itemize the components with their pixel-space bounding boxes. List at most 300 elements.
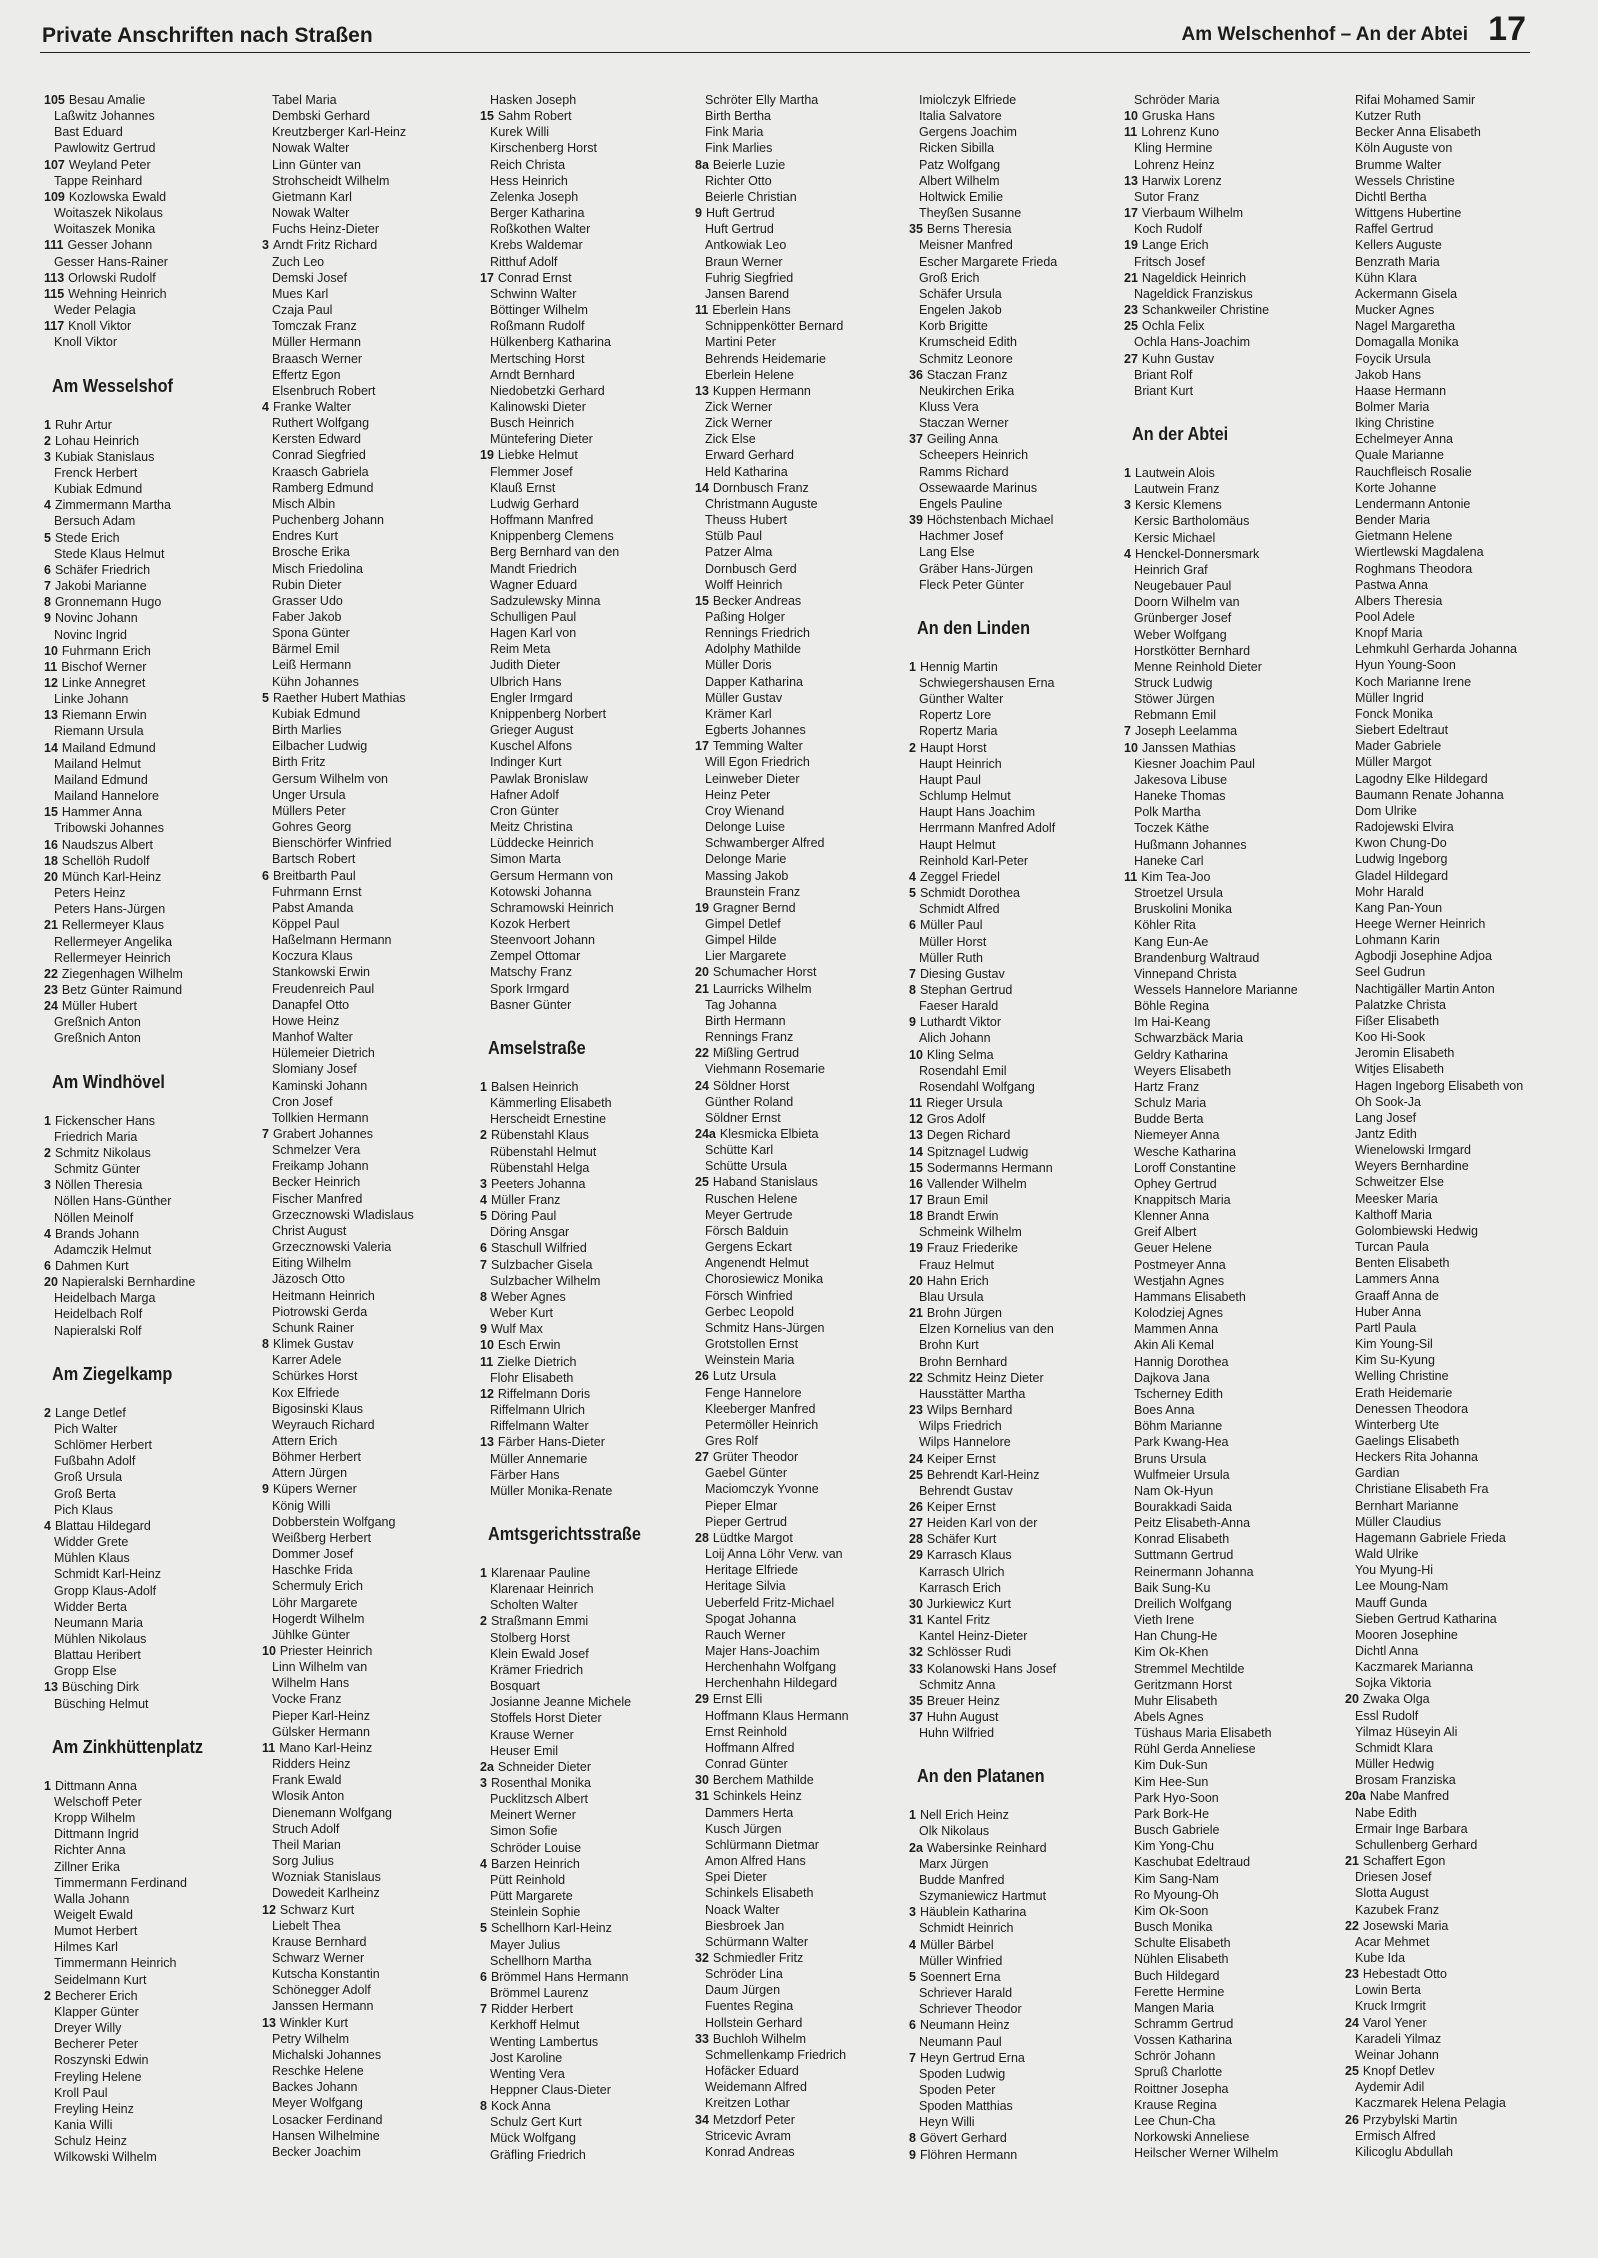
resident-name: Braun Werner	[705, 254, 783, 269]
resident-name: Lüddecke Heinrich	[490, 836, 594, 851]
resident-entry	[262, 2079, 472, 2095]
resident-entry	[695, 835, 905, 851]
resident-entry	[695, 948, 905, 964]
resident-entry	[44, 2036, 254, 2052]
resident-name: Winterberg Ute	[1355, 1417, 1440, 1432]
resident-name: Mauff Gunda	[1355, 1595, 1428, 1610]
resident-entry	[44, 691, 254, 707]
resident-entry	[695, 1853, 905, 1869]
resident-name: Gropp Klaus-Adolf	[54, 1583, 157, 1598]
resident-entry	[262, 1481, 472, 1497]
resident-entry	[262, 140, 472, 156]
resident-entry	[909, 691, 1119, 707]
resident-name: Schmiedler Fritz	[712, 1950, 804, 1965]
resident-name: Theyßen Susanne	[919, 206, 1022, 221]
resident-name: Dommer Josef	[272, 1547, 354, 1562]
house-number: 21	[44, 918, 58, 933]
resident-entry	[695, 981, 905, 997]
resident-name: Spei Dieter	[705, 1870, 767, 1885]
resident-name: Busch Gabriele	[1134, 1823, 1220, 1838]
resident-entry	[1345, 1966, 1545, 1982]
house-number: 23	[1124, 303, 1138, 318]
resident-entry	[1345, 1546, 1545, 1562]
resident-name: Müller Monika-Renate	[490, 1483, 613, 1498]
resident-entry	[1124, 966, 1334, 982]
resident-name: Conrad Günter	[705, 1757, 788, 1772]
resident-entry	[44, 853, 254, 869]
resident-name: Ritthuf Adolf	[490, 254, 558, 269]
resident-entry	[262, 1982, 472, 1998]
resident-entry	[695, 254, 905, 270]
resident-name: Klimek Gustav	[272, 1337, 354, 1352]
resident-name: Szymaniewicz Hartmut	[919, 1889, 1047, 1904]
resident-entry	[44, 885, 254, 901]
resident-entry	[695, 2128, 905, 2144]
resident-entry	[909, 1840, 1119, 1856]
resident-entry	[1345, 1498, 1545, 1514]
resident-entry	[1345, 1433, 1545, 1449]
resident-entry	[44, 417, 254, 433]
resident-entry	[44, 465, 254, 481]
resident-name: Elsenbruch Robert	[272, 383, 376, 398]
resident-entry	[44, 449, 254, 465]
resident-name: Kellers Auguste	[1355, 238, 1442, 253]
resident-name: Polk Martha	[1134, 805, 1201, 820]
resident-name: Rubin Dieter	[272, 577, 342, 592]
resident-name: Dreilich Wolfgang	[1134, 1596, 1232, 1611]
resident-entry	[695, 771, 905, 787]
resident-name: Eberlein Hans	[712, 303, 791, 318]
resident-entry	[262, 932, 472, 948]
resident-entry	[1124, 1434, 1334, 1450]
resident-entry	[480, 367, 690, 383]
resident-entry	[44, 254, 254, 270]
house-number: 12	[480, 1386, 494, 1401]
resident-name: Staschull Wilfried	[490, 1241, 587, 1256]
resident-name: Braun Emil	[926, 1193, 989, 1207]
resident-name: Krämer Friedrich	[490, 1662, 584, 1677]
resident-entry	[909, 1354, 1119, 1370]
resident-name: Wald Ulrike	[1355, 1547, 1419, 1562]
house-number: 26	[909, 1499, 923, 1514]
resident-entry	[44, 237, 254, 253]
resident-name: Gülsker Hermann	[272, 1724, 370, 1739]
resident-entry	[480, 1597, 690, 1613]
house-number: 17	[480, 270, 494, 285]
resident-name: Joseph Leelamma	[1134, 724, 1238, 739]
resident-name: Engels Pauline	[919, 496, 1003, 511]
resident-name: Schumacher Horst	[712, 965, 817, 980]
resident-entry	[695, 92, 905, 108]
resident-name: Dom Ulrike	[1355, 803, 1417, 818]
resident-name: Pastwa Anna	[1355, 577, 1428, 592]
resident-entry	[909, 415, 1119, 431]
resident-name: Demski Josef	[272, 270, 348, 285]
resident-entry	[909, 820, 1119, 836]
resident-name: Budde Manfred	[919, 1872, 1005, 1887]
resident-entry	[262, 2112, 472, 2128]
resident-entry	[909, 723, 1119, 739]
resident-name: Müller Hubert	[61, 999, 137, 1014]
resident-name: Brands Johann	[54, 1226, 140, 1241]
resident-name: Ro Myoung-Oh	[1134, 1887, 1219, 1902]
resident-name: Tappe Reinhard	[54, 173, 143, 188]
resident-name: Ochla Hans-Joachim	[1134, 335, 1251, 350]
resident-entry	[1345, 544, 1545, 560]
resident-name: Christiane Elisabeth Fra	[1355, 1482, 1489, 1497]
resident-entry	[44, 627, 254, 643]
resident-entry	[1124, 189, 1334, 205]
resident-name: Gesser Hans-Rainer	[54, 254, 168, 269]
resident-name: Fenge Hannelore	[705, 1385, 802, 1400]
house-number: 14	[909, 1144, 923, 1159]
resident-name: Haschke Frida	[272, 1563, 353, 1578]
resident-entry	[480, 254, 690, 270]
resident-entry	[695, 1110, 905, 1126]
resident-name: Kaminski Johann	[272, 1078, 368, 1093]
resident-entry	[1124, 675, 1334, 691]
resident-name: Steinlein Sophie	[490, 1905, 581, 1920]
resident-entry	[695, 318, 905, 334]
resident-name: Ophey Gertrud	[1134, 1176, 1217, 1191]
resident-entry	[262, 964, 472, 980]
resident-entry	[695, 480, 905, 496]
resident-entry	[1345, 1691, 1545, 1707]
resident-name: Schwarzbäck Maria	[1134, 1031, 1244, 1046]
house-number: 11	[1124, 125, 1138, 140]
street-heading: Am Ziegelkamp	[52, 1362, 173, 1384]
resident-name: Viehmann Rosemarie	[705, 1062, 825, 1077]
resident-entry	[1124, 1661, 1334, 1677]
resident-name: Schriever Harald	[919, 1986, 1013, 2001]
resident-entry	[1345, 1675, 1545, 1691]
resident-entry	[909, 1095, 1119, 1111]
house-number: 5	[909, 886, 916, 901]
resident-entry	[1345, 1304, 1545, 1320]
resident-entry	[1345, 771, 1545, 787]
resident-name: Conrad Siegfried	[272, 448, 366, 463]
resident-entry	[480, 1823, 690, 1839]
house-number: 3	[262, 238, 269, 253]
resident-entry	[44, 433, 254, 449]
resident-name: Biesbroek Jan	[705, 1918, 785, 1933]
resident-entry	[1345, 706, 1545, 722]
resident-entry	[262, 2031, 472, 2047]
resident-name: Meyer Gertrude	[705, 1207, 793, 1222]
resident-entry	[1345, 1659, 1545, 1675]
house-number: 37	[909, 1710, 923, 1724]
resident-name: Domagalla Monika	[1355, 335, 1459, 350]
resident-name: Birth Fritz	[272, 755, 326, 770]
resident-name: Dornbusch Franz	[712, 480, 809, 495]
resident-name: Wulf Max	[490, 1322, 543, 1337]
resident-entry	[44, 1242, 254, 1258]
resident-name: Rübenstahl Klaus	[490, 1128, 589, 1143]
house-number: 4	[44, 1518, 51, 1533]
resident-name: Karrasch Ulrich	[919, 1564, 1005, 1579]
resident-entry	[262, 1546, 472, 1562]
house-number: 36	[909, 367, 923, 382]
resident-name: Mader Gabriele	[1355, 739, 1442, 754]
resident-name: Schwinn Walter	[490, 286, 577, 301]
resident-name: Rellermeyer Angelika	[54, 934, 173, 949]
resident-name: Norkowski Anneliese	[1134, 2130, 1250, 2145]
resident-entry	[695, 383, 905, 399]
resident-name: Rübenstahl Helmut	[490, 1144, 597, 1159]
resident-entry	[909, 1273, 1119, 1289]
resident-entry	[1345, 690, 1545, 706]
resident-name: Höchstenbach Michael	[926, 513, 1054, 528]
resident-name: Behrends Heidemarie	[705, 351, 826, 366]
resident-entry	[480, 2066, 690, 2082]
resident-entry	[262, 625, 472, 641]
resident-name: Keiper Ernst	[926, 1451, 996, 1466]
resident-name: Lehmkuhl Gerharda Johanna	[1355, 642, 1517, 657]
resident-name: Kim Ok-Soon	[1134, 1903, 1209, 1918]
resident-name: Wilps Hannelore	[919, 1435, 1011, 1450]
resident-name: Linn Günter van	[272, 157, 361, 172]
house-number: 13	[262, 2015, 276, 2030]
resident-name: Nowak Walter	[272, 206, 350, 221]
resident-entry	[695, 124, 905, 140]
resident-name: Gietmann Karl	[272, 189, 352, 204]
resident-entry	[262, 1094, 472, 1110]
resident-entry	[262, 1772, 472, 1788]
resident-entry	[1345, 1853, 1545, 1869]
resident-name: Kotowski Johanna	[490, 884, 592, 899]
resident-entry	[909, 367, 1119, 383]
resident-name: Kubiak Edmund	[272, 706, 361, 721]
resident-name: Zick Werner	[705, 416, 773, 431]
resident-name: Kroll Paul	[54, 2085, 108, 2100]
resident-entry	[480, 1775, 690, 1791]
resident-name: Zielke Dietrich	[497, 1354, 577, 1369]
resident-name: Brohn Bernhard	[919, 1354, 1008, 1369]
resident-name: Buch Hildegard	[1134, 1968, 1220, 1983]
resident-name: Loroff Constantine	[1134, 1160, 1236, 1175]
resident-entry	[695, 108, 905, 124]
resident-name: Schürkes Horst	[272, 1369, 358, 1384]
resident-name: Ackermann Gisela	[1355, 286, 1458, 301]
resident-entry	[262, 1724, 472, 1740]
resident-name: Nabe Manfred	[1369, 1789, 1450, 1804]
resident-entry	[695, 334, 905, 350]
resident-entry	[44, 189, 254, 205]
house-number: 10	[909, 1047, 923, 1062]
resident-entry	[262, 1902, 472, 1918]
resident-name: Mailand Edmund	[54, 772, 148, 787]
resident-name: Kim Su-Kyung	[1355, 1353, 1435, 1368]
resident-name: Hachmer Josef	[919, 529, 1004, 544]
resident-name: Schwarz Werner	[272, 1950, 365, 1965]
resident-entry	[695, 803, 905, 819]
resident-entry	[480, 1662, 690, 1678]
resident-name: Lange Erich	[1141, 238, 1209, 253]
resident-entry	[909, 2130, 1119, 2146]
resident-entry	[695, 2112, 905, 2128]
resident-entry	[44, 998, 254, 1014]
resident-name: Krause Regina	[1134, 2097, 1217, 2112]
resident-name: Conrad Ernst	[497, 270, 572, 285]
resident-entry	[909, 1888, 1119, 1904]
resident-entry	[262, 1805, 472, 1821]
house-number: 3	[909, 1905, 916, 1920]
resident-name: Gövert Gerhard	[919, 2131, 1007, 2146]
resident-name: Riffelmann Walter	[490, 1419, 589, 1434]
resident-entry	[695, 512, 905, 528]
resident-name: Slotta August	[1355, 1886, 1429, 1901]
resident-name: Zimmermann Martha	[54, 498, 171, 513]
resident-entry	[1345, 367, 1545, 383]
resident-name: Meyer Wolfgang	[272, 2096, 363, 2111]
resident-name: Strohscheidt Wilhelm	[272, 173, 390, 188]
resident-entry	[695, 1821, 905, 1837]
resident-entry	[909, 2050, 1119, 2066]
resident-entry	[695, 1336, 905, 1352]
house-number: 5	[480, 1921, 487, 1936]
resident-entry	[480, 900, 690, 916]
resident-entry	[695, 1433, 905, 1449]
resident-entry	[44, 820, 254, 836]
house-number: 1	[909, 659, 916, 674]
resident-entry	[1345, 1029, 1545, 1045]
resident-entry	[480, 447, 690, 463]
resident-entry	[909, 917, 1119, 933]
resident-entry	[480, 399, 690, 415]
resident-name: Schmitz Leonore	[919, 351, 1013, 366]
resident-name: Attern Erich	[272, 1433, 338, 1448]
resident-entry	[262, 1320, 472, 1336]
resident-entry	[262, 1255, 472, 1271]
resident-name: Dichtl Bertha	[1355, 189, 1427, 204]
resident-name: Mühlen Nikolaus	[54, 1631, 147, 1646]
resident-entry	[44, 1405, 254, 1421]
resident-entry	[695, 1950, 905, 1966]
resident-name: Liebke Helmut	[497, 448, 578, 463]
resident-name: Neukirchen Erika	[919, 383, 1015, 398]
resident-name: Pütt Margarete	[490, 1889, 573, 1904]
resident-name: Widder Berta	[54, 1599, 127, 1614]
resident-entry	[1345, 2063, 1545, 2079]
resident-entry	[695, 1708, 905, 1724]
resident-name: Gimpel Detlef	[705, 916, 781, 931]
house-number: 5	[262, 690, 269, 705]
resident-entry	[1345, 787, 1545, 803]
resident-name: Blau Ursula	[919, 1289, 984, 1304]
resident-entry	[1124, 270, 1334, 286]
resident-entry	[695, 1902, 905, 1918]
resident-name: Jansen Barend	[705, 286, 790, 301]
resident-name: Reschke Helene	[272, 2064, 364, 2079]
resident-name: Grüter Theodor	[712, 1450, 799, 1465]
resident-entry	[695, 302, 905, 318]
resident-name: Schäfer Friedrich	[54, 562, 151, 577]
resident-entry	[262, 1352, 472, 1368]
resident-name: Rennings Friedrich	[705, 626, 810, 641]
resident-entry	[1124, 2048, 1334, 2064]
house-number: 8	[909, 2131, 916, 2146]
resident-entry	[480, 173, 690, 189]
resident-name: Reim Meta	[490, 642, 551, 657]
resident-name: Wilps Bernhard	[926, 1403, 1013, 1418]
resident-name: Manhof Walter	[272, 1030, 353, 1045]
resident-entry	[44, 610, 254, 626]
resident-name: Muhr Elisabeth	[1134, 1693, 1218, 1708]
resident-name: Stöwer Jürgen	[1134, 692, 1215, 707]
resident-entry	[695, 819, 905, 835]
resident-entry	[909, 982, 1119, 998]
resident-name: Hyun Young-Soon	[1355, 658, 1456, 673]
resident-entry	[695, 1643, 905, 1659]
resident-entry	[909, 1953, 1119, 1969]
resident-name: Josianne Jeanne Michele	[490, 1695, 632, 1710]
resident-entry	[480, 1565, 690, 1581]
resident-name: Spona Günter	[272, 626, 350, 641]
resident-entry	[1124, 286, 1334, 302]
resident-entry	[695, 1982, 905, 1998]
resident-entry	[480, 2034, 690, 2050]
resident-entry	[1124, 1257, 1334, 1273]
resident-entry	[695, 2063, 905, 2079]
resident-entry	[695, 1724, 905, 1740]
resident-name: Weber Kurt	[490, 1306, 553, 1321]
resident-entry	[480, 1240, 690, 1256]
resident-name: Tabel Maria	[272, 93, 337, 107]
resident-name: Günther Walter	[919, 692, 1004, 707]
resident-entry	[1124, 157, 1334, 173]
resident-name: Schramowski Heinrich	[490, 900, 614, 915]
resident-entry	[480, 1467, 690, 1483]
resident-entry	[1345, 1288, 1545, 1304]
resident-entry	[1124, 1176, 1334, 1192]
resident-name: Stroetzel Ursula	[1134, 886, 1223, 901]
resident-name: Fink Marlies	[705, 141, 773, 156]
resident-entry	[480, 1289, 690, 1305]
resident-entry	[480, 819, 690, 835]
resident-entry	[262, 1271, 472, 1287]
resident-name: Fuhrmann Ernst	[272, 884, 362, 899]
street-heading: Am Windhövel	[52, 1070, 165, 1092]
resident-name: Gropp Else	[54, 1664, 117, 1679]
resident-name: Bartsch Robert	[272, 852, 356, 867]
resident-name: Zuch Leo	[272, 254, 325, 269]
resident-entry	[695, 1223, 905, 1239]
resident-name: Stülb Paul	[705, 529, 762, 544]
resident-name: Müller Margot	[1355, 755, 1432, 770]
resident-name: Rauch Werner	[705, 1627, 786, 1642]
resident-name: Brömmel Hans Hermann	[490, 1969, 629, 1984]
resident-name: Schmidt Karl-Heinz	[54, 1567, 161, 1582]
resident-entry	[262, 383, 472, 399]
resident-entry	[1124, 546, 1334, 562]
resident-entry	[480, 286, 690, 302]
resident-name: Kang Pan-Youn	[1355, 900, 1443, 915]
resident-entry	[1124, 723, 1334, 739]
resident-entry	[1124, 1095, 1334, 1111]
resident-entry	[480, 2098, 690, 2114]
resident-name: Westjahn Agnes	[1134, 1273, 1225, 1288]
resident-name: Schunk Rainer	[272, 1320, 354, 1335]
resident-entry	[909, 92, 1119, 108]
resident-name: Kaczmarek Helena Pelagia	[1355, 2096, 1506, 2111]
house-number: 14	[695, 480, 709, 495]
resident-entry	[1345, 1869, 1545, 1885]
resident-entry	[480, 302, 690, 318]
resident-name: Köppel Paul	[272, 916, 340, 931]
resident-entry	[909, 1337, 1119, 1353]
resident-name: Schmellenkamp Friedrich	[705, 2047, 847, 2062]
resident-entry	[1345, 674, 1545, 690]
